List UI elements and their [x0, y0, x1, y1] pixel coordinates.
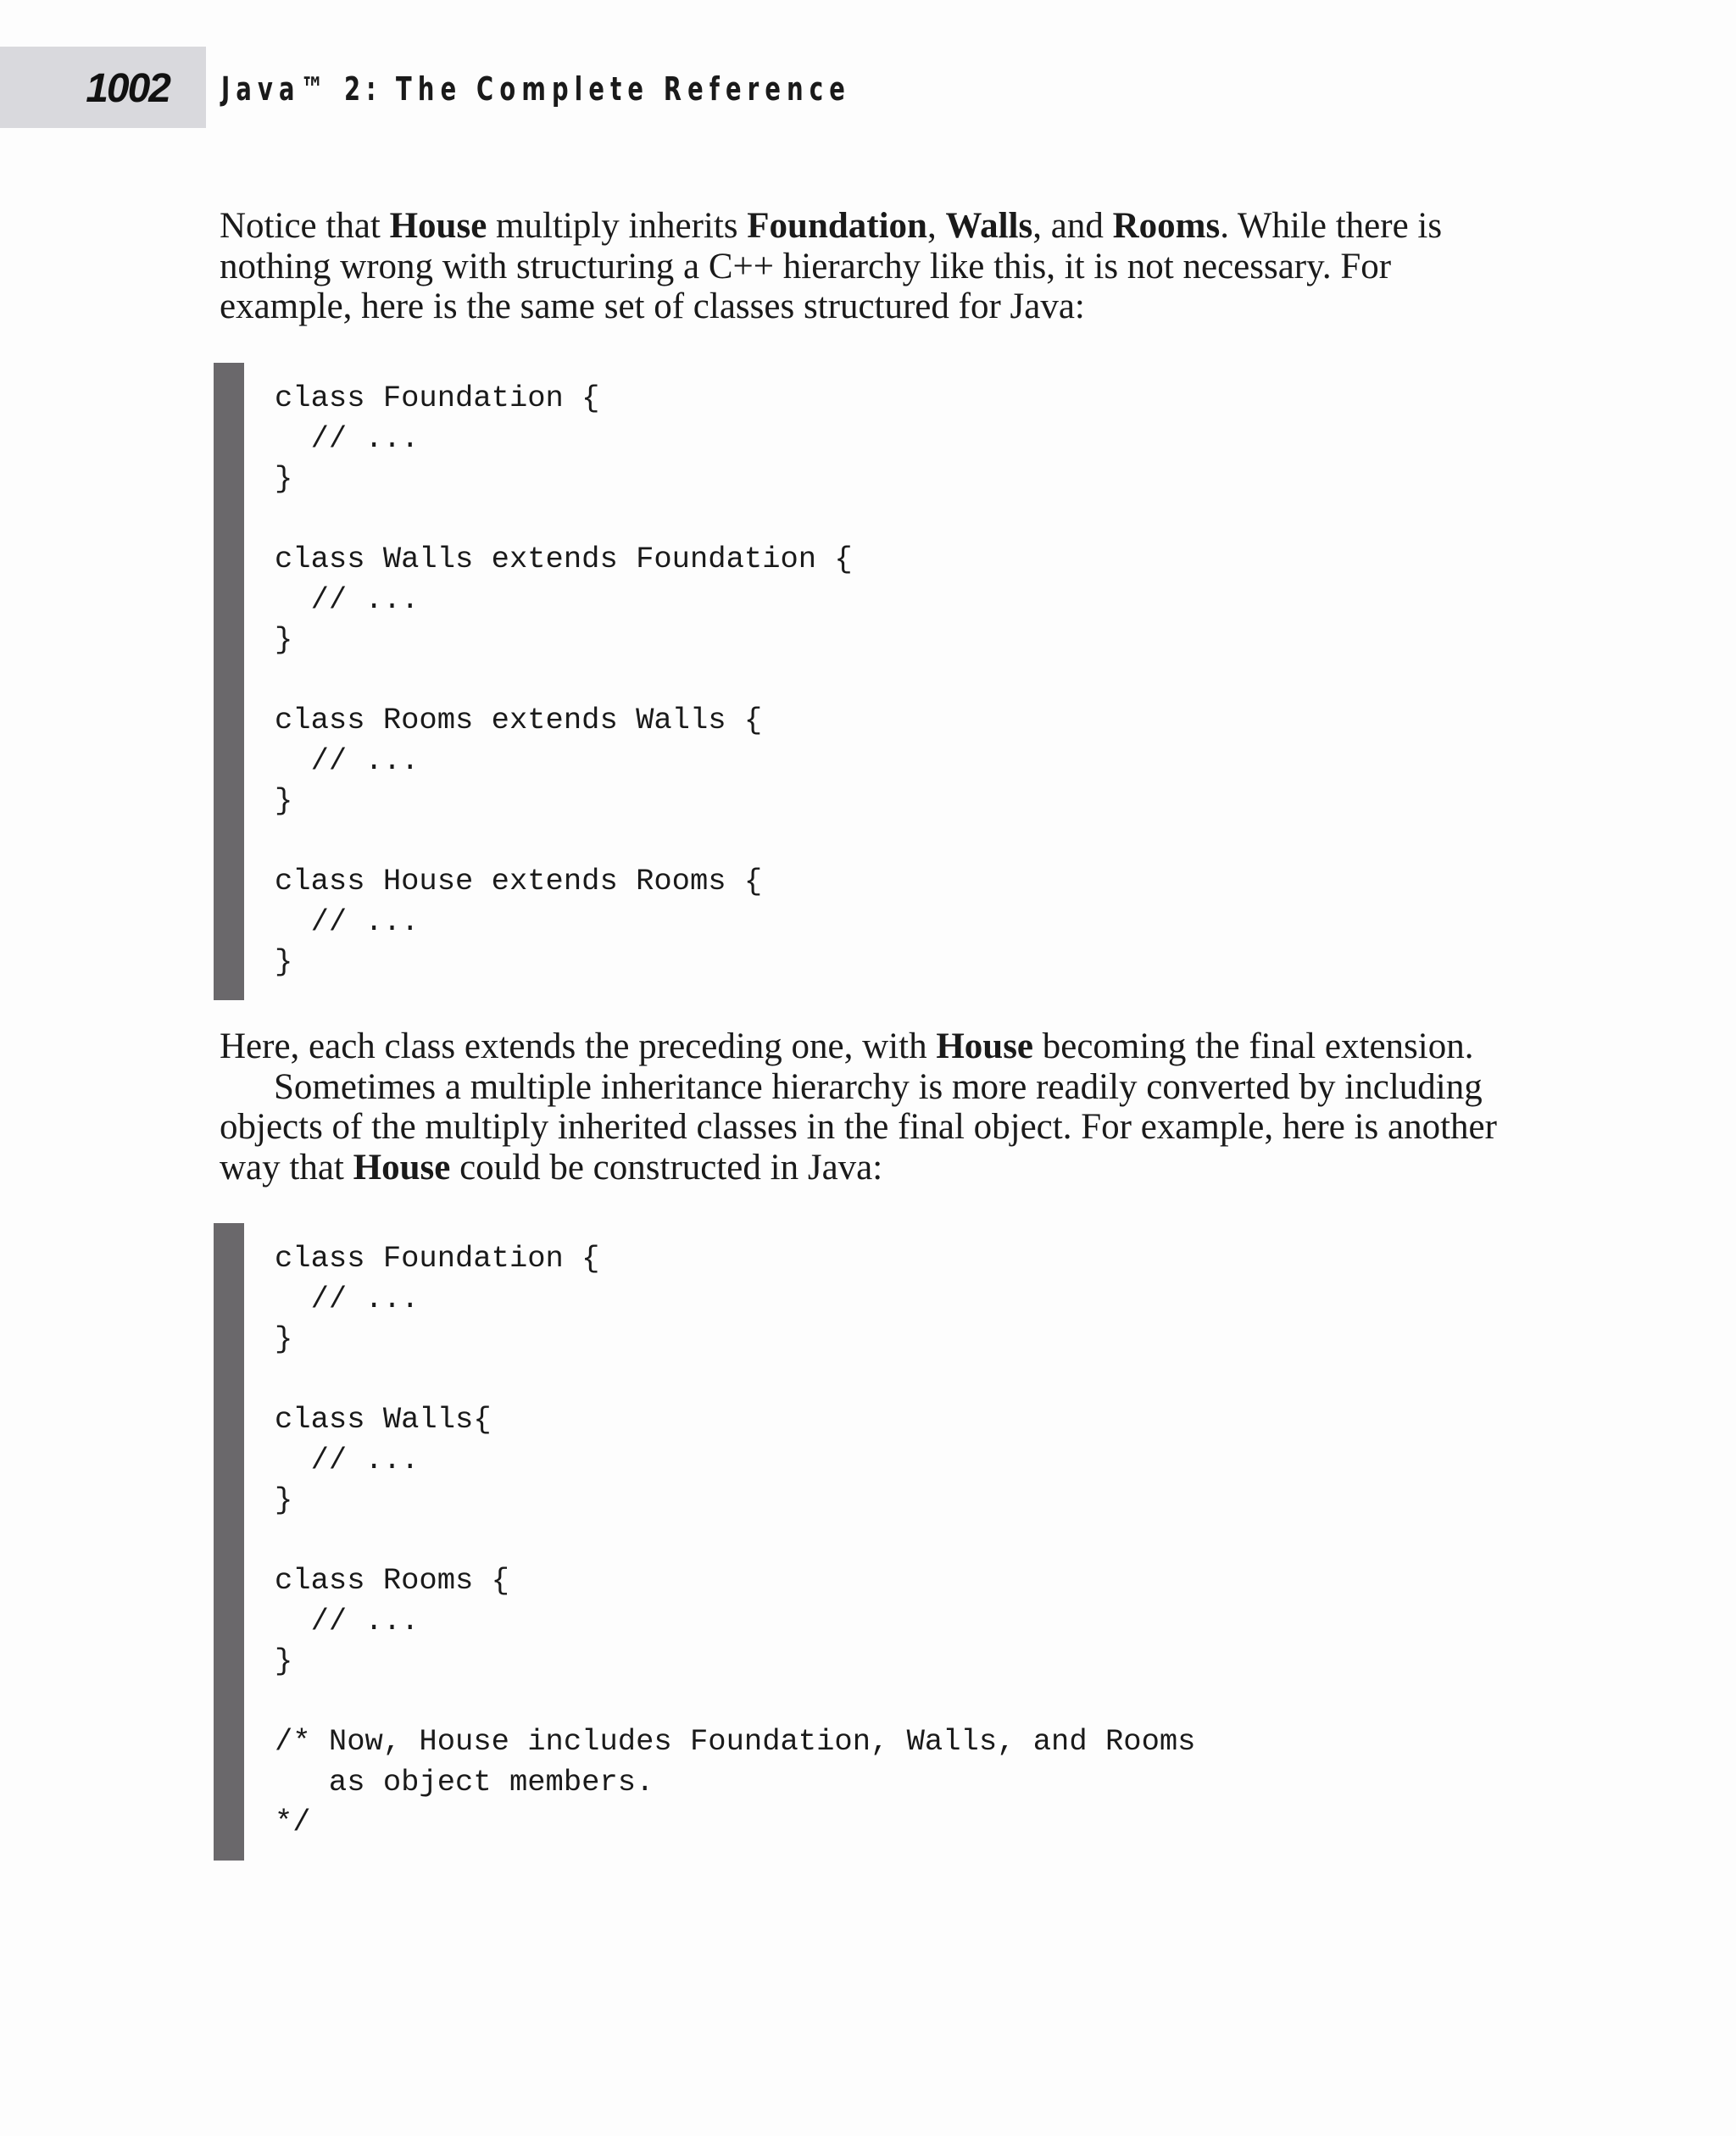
text-run: Here, each class extends the preceding one, with	[220, 1026, 937, 1066]
paragraph-text	[220, 206, 1525, 327]
page-number: 1002	[86, 66, 170, 111]
page-header	[0, 47, 1736, 128]
bold-term-walls: Walls	[945, 206, 1033, 246]
paragraph-intro	[220, 206, 1525, 327]
code-text: class Foundation { // ... } class Walls{ // ... } class Rooms { // ... } /* Now, House includes Foundation, Walls, and Rooms as object members. */	[275, 1241, 1196, 1839]
text-run: multiply inherits	[487, 206, 748, 246]
code-margin-bar	[214, 1223, 244, 1861]
text-run: could be constructed in Java:	[450, 1147, 883, 1188]
text-run: Sometimes a multiple inheritance hierarchy is more readily converted by including objects of the multiply inherited classes in the final object. For example, here is another way that	[220, 1066, 1497, 1188]
text-run: becoming the final extension.	[1033, 1026, 1474, 1066]
bold-term-house: House	[353, 1147, 451, 1188]
text-run: . While there is nothing wrong with structuring a C++ hierarchy like this, it is not necessary. For example, here is the same set of classes structured for Java:	[220, 206, 1443, 326]
bold-term-house: House	[936, 1026, 1034, 1066]
text-run: , and	[1032, 206, 1113, 246]
page-number-box	[0, 47, 206, 128]
text-run: ,	[926, 206, 946, 246]
bold-term-rooms: Rooms	[1112, 206, 1221, 246]
running-head: Java™ 2: The Complete Reference	[221, 70, 852, 108]
code-listing-2	[214, 1223, 1570, 1861]
text-run: Notice that	[220, 206, 390, 246]
bold-term-foundation: Foundation	[747, 206, 927, 246]
code-text: class Foundation { // ... } class Walls extends Foundation { // ... } class Rooms extends Walls { // ... } class House extends Rooms { // ... }	[275, 381, 853, 979]
paragraph-text	[220, 1067, 1525, 1188]
paragraph-text	[220, 1026, 1525, 1067]
paragraph-body	[220, 1026, 1525, 1188]
code-margin-bar	[214, 363, 244, 1000]
code-listing-1	[214, 363, 1570, 1000]
bold-term-house: House	[389, 206, 487, 246]
